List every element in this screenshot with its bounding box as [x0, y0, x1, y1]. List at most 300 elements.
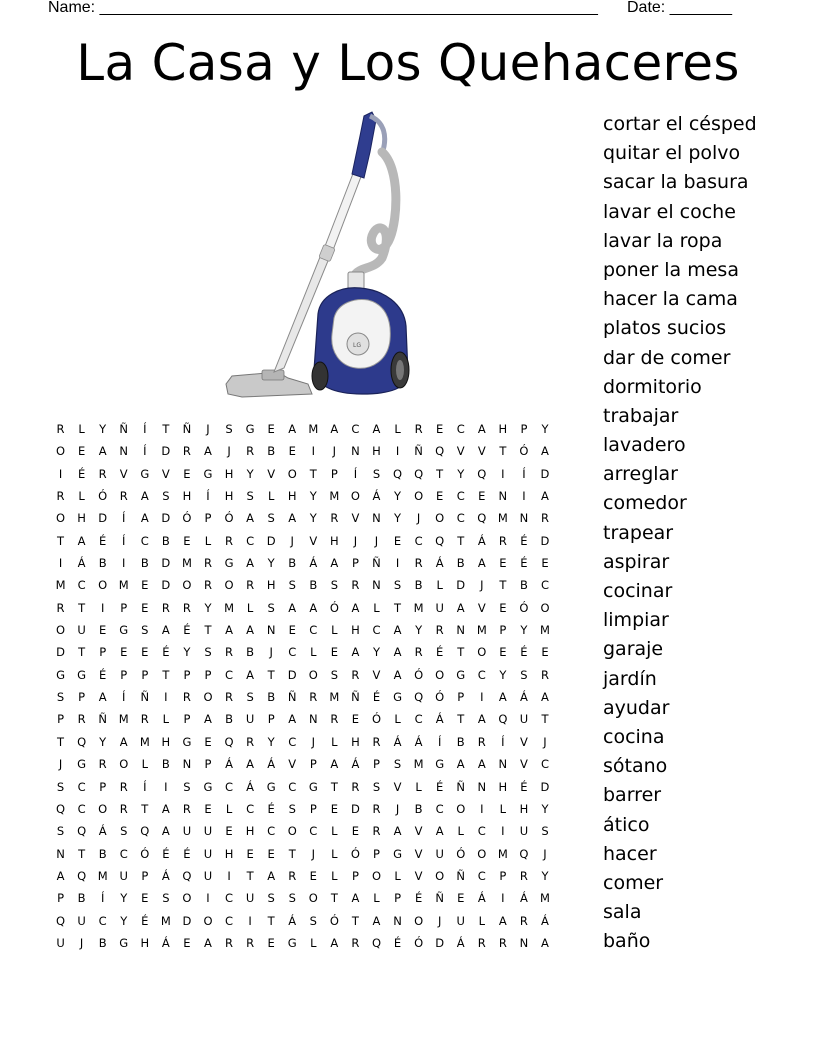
grid-letter: N — [119, 444, 129, 459]
grid-letter: E — [141, 578, 149, 593]
grid-letter: R — [477, 734, 486, 749]
grid-letter: B — [140, 556, 149, 571]
grid-letter: E — [499, 600, 507, 615]
grid-letter: U — [203, 824, 213, 839]
grid-letter: Ñ — [456, 868, 466, 883]
grid-letter: B — [309, 578, 318, 593]
grid-letter: I — [164, 690, 168, 705]
grid-letter: G — [266, 779, 276, 794]
grid-letter: I — [395, 444, 400, 459]
grid-letter: G — [119, 623, 129, 638]
grid-letter: D — [435, 935, 445, 950]
grid-letter: D — [266, 533, 276, 548]
grid-letter: O — [435, 667, 445, 682]
grid-letter: T — [394, 600, 402, 615]
grid-letter: É — [436, 779, 444, 794]
grid-letter: I — [395, 556, 400, 571]
grid-letter: P — [99, 779, 107, 794]
grid-letter: L — [331, 734, 338, 749]
grid-letter: Y — [99, 422, 107, 436]
grid-row — [50, 511, 556, 533]
grid-letter: A — [288, 422, 297, 436]
grid-letter: E — [246, 846, 254, 861]
grid-row — [50, 645, 556, 667]
grid-letter: B — [456, 556, 465, 571]
grid-letter: A — [498, 913, 507, 928]
grid-letter: É — [99, 533, 107, 548]
word-list-item: arreglar — [603, 463, 678, 486]
grid-letter: E — [120, 645, 128, 660]
grid-letter: I — [227, 868, 231, 883]
grid-letter: C — [372, 623, 381, 638]
vacuum-brand-badge: LG — [353, 342, 361, 349]
grid-letter: E — [351, 824, 360, 839]
grid-letter: E — [267, 422, 275, 436]
word-list-item: platos sucios — [603, 317, 727, 340]
grid-letter: J — [332, 444, 337, 459]
grid-letter: A — [246, 556, 255, 571]
grid-letter: Á — [414, 734, 423, 749]
grid-letter: N — [372, 511, 381, 526]
grid-letter: T — [267, 913, 275, 928]
grid-letter: A — [351, 645, 360, 660]
word-list-item: sala — [603, 901, 642, 924]
grid-letter: O — [477, 645, 487, 660]
grid-letter: S — [520, 667, 528, 682]
grid-letter: P — [457, 690, 465, 705]
grid-letter: D — [161, 444, 171, 459]
grid-letter: L — [394, 868, 401, 883]
grid-letter: R — [414, 556, 423, 571]
grid-letter: Í — [143, 422, 147, 436]
grid-row — [50, 534, 556, 556]
grid-row — [50, 914, 556, 936]
word-list-item: barrer — [603, 784, 662, 807]
grid-letter: M — [497, 511, 508, 526]
grid-letter: T — [78, 645, 86, 660]
grid-letter: V — [351, 511, 360, 526]
grid-letter: C — [246, 533, 255, 548]
grid-letter: Y — [520, 623, 528, 638]
grid-letter: J — [480, 578, 484, 593]
grid-letter: O — [182, 891, 192, 906]
grid-letter: G — [287, 935, 297, 950]
grid-letter: V — [161, 466, 170, 481]
grid-letter: S — [183, 779, 191, 794]
grid-letter: A — [330, 757, 339, 772]
grid-letter: L — [331, 623, 338, 638]
grid-letter: E — [141, 600, 149, 615]
grid-letter: J — [437, 913, 442, 928]
grid-letter: I — [311, 444, 315, 459]
grid-letter: S — [267, 511, 275, 526]
grid-letter: Q — [498, 712, 508, 727]
grid-letter: E — [267, 935, 275, 950]
grid-letter: Ó — [329, 913, 339, 928]
grid-letter: C — [477, 667, 486, 682]
grid-letter: U — [182, 824, 192, 839]
grid-letter: Ñ — [98, 712, 107, 727]
grid-letter: E — [288, 444, 296, 459]
grid-letter: A — [204, 444, 212, 459]
grid-letter: A — [372, 913, 381, 928]
grid-letter: C — [456, 511, 465, 526]
grid-letter: L — [373, 600, 380, 615]
grid-letter: R — [161, 600, 170, 615]
grid-letter: Y — [541, 868, 549, 883]
grid-letter: C — [414, 533, 423, 548]
grid-letter: C — [225, 667, 234, 682]
word-list-item: limpiar — [603, 609, 669, 632]
grid-letter: H — [266, 578, 276, 593]
grid-letter: R — [225, 935, 234, 950]
grid-letter: S — [225, 422, 233, 436]
grid-letter: R — [140, 712, 149, 727]
grid-letter: C — [225, 779, 234, 794]
grid-letter: Í — [437, 734, 442, 749]
grid-letter: R — [351, 935, 360, 950]
grid-letter: Ó — [98, 489, 108, 504]
page-title: La Casa y Los Quehaceres — [76, 34, 740, 92]
grid-letter: Y — [267, 734, 275, 749]
grid-letter: V — [456, 444, 465, 459]
grid-letter: P — [120, 667, 128, 682]
grid-letter: J — [543, 846, 547, 861]
grid-letter: R — [246, 444, 255, 459]
grid-letter: B — [288, 556, 297, 571]
grid-letter: H — [224, 489, 234, 504]
grid-letter: R — [372, 801, 381, 816]
grid-letter: R — [372, 734, 381, 749]
grid-letter: A — [161, 623, 170, 638]
grid-letter: Y — [267, 556, 275, 571]
grid-row — [50, 936, 556, 958]
grid-letter: M — [329, 489, 340, 504]
grid-letter: Á — [393, 734, 402, 749]
grid-letter: N — [498, 757, 508, 772]
grid-letter: U — [77, 913, 86, 928]
grid-letter: O — [182, 578, 192, 593]
grid-letter: M — [329, 690, 340, 705]
grid-letter: B — [519, 578, 528, 593]
grid-letter: I — [248, 913, 252, 928]
grid-letter: N — [182, 757, 192, 772]
grid-letter: D — [456, 578, 466, 593]
grid-letter: J — [79, 935, 84, 950]
grid-letter: A — [477, 757, 486, 772]
word-list — [603, 111, 757, 957]
grid-letter: Ó — [456, 846, 466, 861]
grid-row — [50, 422, 556, 444]
grid-letter: S — [162, 489, 170, 504]
word-list-item: sótano — [603, 755, 668, 778]
grid-letter: Q — [140, 824, 150, 839]
grid-letter: C — [456, 489, 465, 504]
grid-letter: J — [290, 533, 294, 548]
grid-letter: E — [499, 556, 507, 571]
grid-letter: É — [520, 779, 528, 794]
grid-letter: J — [206, 422, 210, 436]
grid-letter: S — [162, 891, 170, 906]
grid-letter: R — [351, 667, 360, 682]
grid-letter: Á — [225, 757, 233, 772]
grid-letter: T — [351, 913, 359, 928]
grid-letter: S — [246, 690, 254, 705]
grid-letter: E — [183, 533, 191, 548]
grid-letter: D — [540, 533, 550, 548]
grid-letter: M — [224, 600, 234, 615]
grid-letter: V — [414, 824, 423, 839]
grid-letter: H — [287, 489, 297, 504]
word-list-item: sacar la basura — [603, 171, 749, 194]
grid-letter: Ó — [182, 511, 192, 526]
grid-letter: Q — [414, 466, 424, 481]
grid-letter: E — [393, 533, 402, 548]
grid-letter: A — [393, 667, 402, 682]
vacuum-handle — [352, 112, 376, 178]
grid-letter: R — [203, 578, 212, 593]
grid-letter: T — [309, 466, 317, 481]
grid-letter: Á — [98, 824, 107, 839]
grid-letter: L — [436, 578, 443, 593]
grid-letter: H — [498, 422, 508, 436]
grid-letter: Q — [371, 935, 381, 950]
grid-letter: Á — [477, 533, 486, 548]
grid-letter: E — [330, 801, 338, 816]
grid-letter: N — [308, 712, 318, 727]
grid-letter: C — [267, 824, 276, 839]
grid-letter: N — [351, 444, 360, 459]
grid-letter: P — [309, 757, 317, 772]
word-list-item: dar de comer — [603, 346, 731, 369]
grid-letter: J — [395, 801, 400, 816]
grid-letter: S — [330, 667, 338, 682]
grid-letter: N — [456, 623, 466, 638]
grid-letter: Y — [415, 623, 423, 638]
grid-letter: Á — [519, 690, 528, 705]
grid-row — [50, 601, 556, 623]
grid-letter: C — [309, 824, 318, 839]
grid-letter: H — [498, 779, 508, 794]
grid-letter: U — [519, 824, 529, 839]
grid-letter: R — [56, 489, 65, 504]
grid-letter: Í — [122, 511, 126, 526]
grid-letter: A — [330, 935, 339, 950]
grid-letter: C — [477, 868, 486, 883]
grid-letter: O — [414, 913, 424, 928]
grid-letter: C — [288, 734, 297, 749]
grid-letter: E — [183, 935, 191, 950]
grid-letter: C — [225, 891, 234, 906]
grid-letter: G — [119, 935, 129, 950]
grid-letter: A — [225, 623, 233, 638]
grid-letter: C — [456, 422, 465, 436]
grid-row — [50, 802, 556, 824]
grid-letter: A — [161, 801, 170, 816]
word-list-item: lavar el coche — [603, 200, 736, 223]
grid-row — [50, 578, 556, 600]
grid-letter: R — [182, 690, 191, 705]
grid-letter: T — [141, 801, 149, 816]
grid-letter: N — [519, 935, 529, 950]
grid-letter: M — [413, 757, 424, 772]
grid-letter: N — [372, 578, 381, 593]
grid-letter: M — [118, 578, 129, 593]
grid-letter: H — [224, 846, 234, 861]
grid-letter: Á — [246, 779, 255, 794]
grid-letter: N — [56, 846, 65, 861]
grid-letter: Y — [183, 645, 191, 660]
grid-row — [50, 623, 556, 645]
grid-letter: E — [330, 645, 338, 660]
grid-letter: Á — [456, 935, 465, 950]
grid-letter: T — [246, 868, 254, 883]
grid-letter: O — [435, 868, 445, 883]
grid-letter: S — [288, 578, 296, 593]
grid-letter: O — [540, 600, 550, 615]
grid-letter: Ñ — [435, 891, 444, 906]
grid-letter: C — [119, 846, 128, 861]
grid-letter: L — [478, 913, 485, 928]
grid-letter: R — [119, 489, 128, 504]
grid-letter: A — [435, 824, 444, 839]
grid-letter: T — [330, 891, 338, 906]
grid-letter: O — [435, 511, 445, 526]
name-field: Name: ________________________________________________________ — [48, 0, 598, 16]
grid-letter: G — [203, 779, 213, 794]
grid-letter: R — [246, 734, 255, 749]
grid-letter: I — [501, 466, 505, 481]
grid-letter: E — [541, 556, 549, 571]
grid-letter: É — [393, 935, 402, 950]
grid-letter: Ñ — [287, 690, 297, 705]
grid-letter: Ó — [140, 846, 150, 861]
date-field: Date: _______ — [627, 0, 732, 16]
grid-letter: A — [541, 935, 549, 950]
grid-letter: A — [330, 422, 339, 436]
grid-letter: A — [288, 511, 297, 526]
grid-letter: L — [331, 846, 338, 861]
grid-letter: Á — [519, 891, 528, 906]
grid-letter: G — [56, 667, 65, 682]
grid-letter: Y — [499, 667, 507, 682]
grid-letter: I — [522, 489, 526, 504]
grid-letter: I — [100, 600, 105, 615]
word-list-item: cortar el césped — [603, 113, 757, 135]
grid-letter: G — [203, 466, 213, 481]
grid-letter: P — [351, 556, 359, 571]
grid-letter: Á — [77, 556, 86, 571]
grid-letter: R — [203, 556, 212, 571]
grid-row — [50, 712, 556, 734]
grid-letter: P — [204, 757, 212, 772]
grid-letter: Y — [246, 466, 254, 481]
grid-letter: I — [206, 891, 210, 906]
grid-letter: T — [457, 533, 465, 548]
grid-letter: O — [203, 690, 213, 705]
word-list-item: hacer — [603, 842, 657, 865]
grid-letter: J — [416, 511, 421, 526]
grid-letter: E — [499, 645, 507, 660]
grid-letter: É — [141, 913, 149, 928]
grid-letter: J — [58, 757, 63, 772]
word-list-item: ayudar — [603, 696, 670, 719]
grid-letter: A — [246, 511, 255, 526]
grid-letter: R — [119, 779, 128, 794]
grid-letter: T — [457, 645, 465, 660]
grid-letter: S — [372, 779, 381, 794]
grid-row — [50, 444, 556, 466]
grid-letter: T — [204, 623, 212, 638]
grid-letter: E — [225, 824, 233, 839]
grid-letter: P — [499, 623, 507, 638]
grid-letter: É — [436, 645, 444, 660]
grid-letter: Y — [394, 489, 402, 504]
grid-letter: R — [498, 935, 507, 950]
grid-letter: Y — [541, 801, 549, 816]
grid-letter: A — [456, 600, 465, 615]
grid-letter: J — [311, 734, 315, 749]
grid-letter: V — [519, 757, 528, 772]
grid-letter: Y — [99, 734, 107, 749]
grid-letter: A — [288, 712, 297, 727]
grid-letter: C — [140, 533, 149, 548]
grid-letter: A — [393, 824, 402, 839]
grid-letter: M — [97, 868, 108, 883]
grid-letter: V — [309, 533, 318, 548]
grid-row — [50, 467, 556, 489]
grid-row — [50, 489, 556, 511]
grid-letter: Ó — [224, 511, 234, 526]
grid-letter: T — [499, 444, 507, 459]
grid-letter: S — [56, 690, 65, 705]
grid-letter: Ó — [435, 690, 445, 705]
grid-letter: E — [204, 801, 212, 816]
grid-letter: S — [288, 891, 296, 906]
grid-letter: O — [477, 846, 487, 861]
grid-letter: Ñ — [414, 444, 423, 459]
grid-letter: T — [436, 466, 444, 481]
grid-letter: A — [351, 600, 360, 615]
grid-letter: O — [308, 667, 318, 682]
grid-letter: O — [224, 578, 234, 593]
grid-letter: A — [477, 422, 486, 436]
grid-letter: D — [182, 913, 192, 928]
grid-letter: L — [394, 712, 401, 727]
grid-letter: Ó — [350, 846, 360, 861]
grid-letter: I — [501, 824, 505, 839]
grid-letter: U — [435, 846, 444, 861]
grid-letter: B — [414, 801, 423, 816]
word-list-item: lavadero — [603, 434, 686, 457]
grid-letter: A — [393, 645, 402, 660]
grid-letter: A — [309, 600, 318, 615]
grid-letter: R — [56, 600, 65, 615]
grid-letter: G — [245, 422, 255, 436]
grid-letter: A — [98, 690, 107, 705]
grid-letter: B — [98, 556, 107, 571]
grid-letter: Q — [477, 466, 487, 481]
grid-letter: A — [393, 623, 402, 638]
grid-letter: Á — [372, 489, 381, 504]
grid-letter: G — [456, 667, 466, 682]
grid-letter: I — [164, 779, 168, 794]
grid-letter: E — [267, 846, 275, 861]
grid-letter: C — [288, 645, 297, 660]
grid-letter: Í — [100, 891, 105, 906]
grid-letter: D — [540, 466, 550, 481]
grid-letter: R — [540, 511, 549, 526]
